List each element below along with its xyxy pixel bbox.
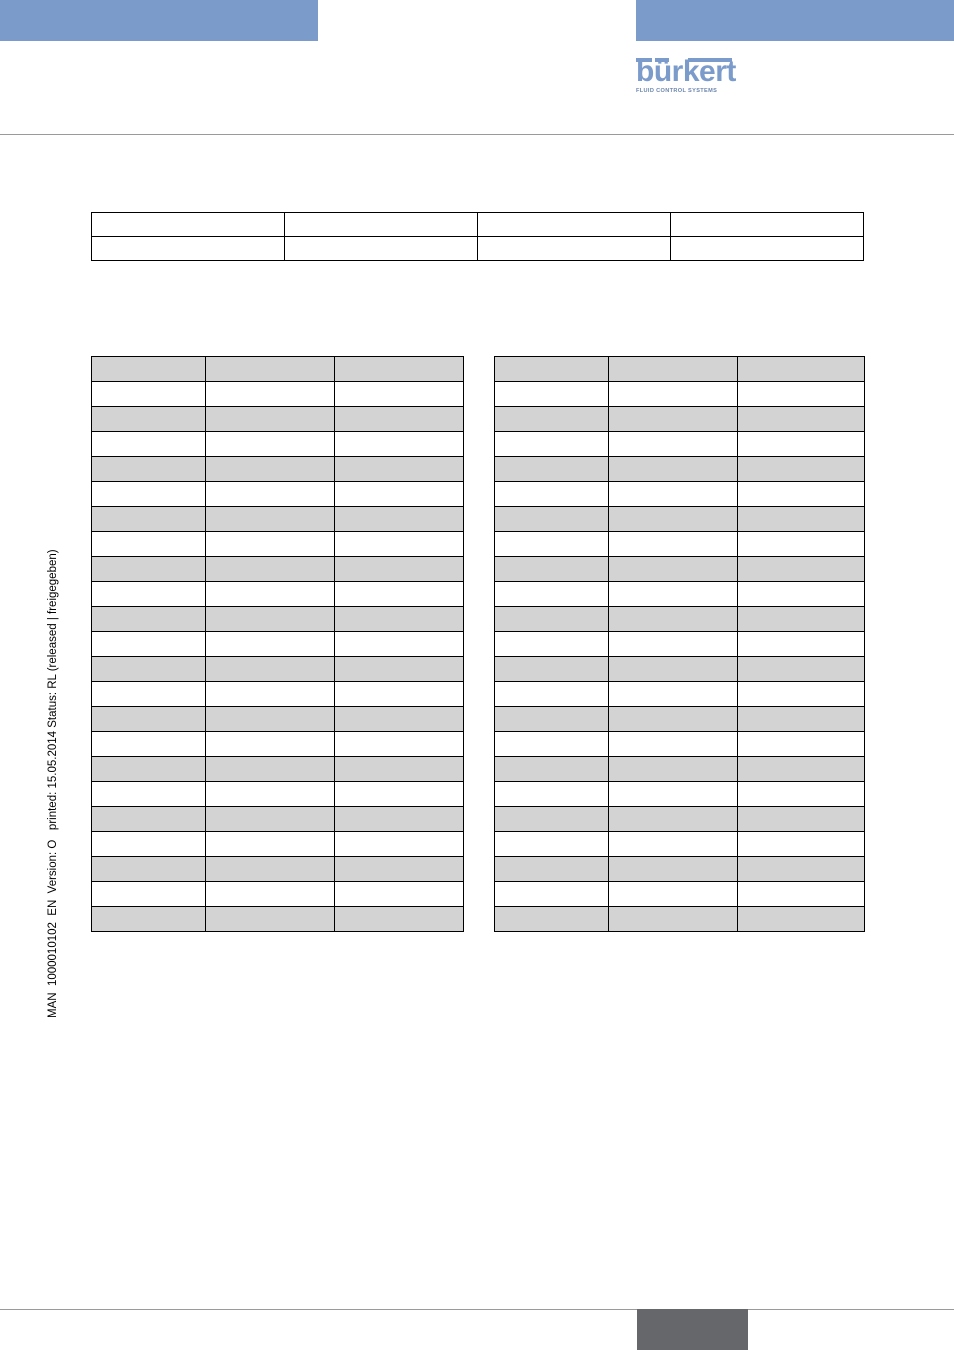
table-row <box>495 607 865 632</box>
table-cell <box>495 607 609 632</box>
table-cell <box>335 707 464 732</box>
table-cell <box>609 457 738 482</box>
document-status-note: MAN 1000010102 EN Version: O printed: 15.05.2014 Status: RL (released | freigegeben) <box>47 549 59 1018</box>
table-cell <box>206 507 335 532</box>
table-cell <box>738 407 865 432</box>
table-cell <box>738 857 865 882</box>
table-cell <box>671 213 864 237</box>
table-row <box>92 507 464 532</box>
table-cell <box>335 757 464 782</box>
table-cell <box>92 832 206 857</box>
table-cell <box>206 657 335 682</box>
table-cell <box>495 732 609 757</box>
table-cell <box>738 657 865 682</box>
table-cell <box>609 807 738 832</box>
table-row <box>495 482 865 507</box>
table-cell <box>609 757 738 782</box>
table-cell <box>495 682 609 707</box>
table-cell <box>92 557 206 582</box>
table-cell <box>206 732 335 757</box>
table-cell <box>92 357 206 382</box>
table-row <box>92 757 464 782</box>
table-cell <box>495 457 609 482</box>
table-cell <box>335 607 464 632</box>
table-cell <box>738 357 865 382</box>
table-row <box>92 357 464 382</box>
table-cell <box>206 882 335 907</box>
table-cell <box>335 782 464 807</box>
table-cell <box>495 807 609 832</box>
table-cell <box>92 432 206 457</box>
table-cell <box>609 832 738 857</box>
table-row <box>495 357 865 382</box>
table-cell <box>738 557 865 582</box>
table-cell <box>92 682 206 707</box>
table-cell <box>609 657 738 682</box>
table-cell <box>609 732 738 757</box>
table-cell <box>609 907 738 932</box>
table-cell <box>495 432 609 457</box>
table-row <box>92 557 464 582</box>
table-row <box>92 682 464 707</box>
table-cell <box>495 657 609 682</box>
table-cell <box>478 237 671 261</box>
table-row <box>495 532 865 557</box>
table-cell <box>335 457 464 482</box>
table-cell <box>738 682 865 707</box>
table-cell <box>738 782 865 807</box>
table-row <box>92 782 464 807</box>
table-cell <box>335 832 464 857</box>
table-cell <box>495 357 609 382</box>
table-cell <box>335 507 464 532</box>
table-cell <box>738 757 865 782</box>
table-cell <box>495 832 609 857</box>
table-cell <box>206 582 335 607</box>
burkert-logo <box>634 55 736 98</box>
table-cell <box>738 432 865 457</box>
table-row <box>495 707 865 732</box>
page-number-tab <box>637 1309 748 1350</box>
table-row <box>495 857 865 882</box>
table-cell <box>92 782 206 807</box>
table-cell <box>92 657 206 682</box>
table-row <box>495 457 865 482</box>
logo-tagline: FLUID CONTROL SYSTEMS <box>636 88 718 94</box>
table-row <box>495 757 865 782</box>
table-cell <box>738 832 865 857</box>
table-row <box>92 432 464 457</box>
table-row <box>92 807 464 832</box>
table-cell <box>92 807 206 832</box>
table-cell <box>609 882 738 907</box>
table-cell <box>92 482 206 507</box>
table-row <box>495 582 865 607</box>
table-row <box>495 882 865 907</box>
table-row <box>92 832 464 857</box>
table-cell <box>206 832 335 857</box>
table-cell <box>738 582 865 607</box>
table-row <box>495 632 865 657</box>
table-cell <box>738 607 865 632</box>
table-cell <box>495 482 609 507</box>
table-cell <box>92 707 206 732</box>
table-cell <box>738 632 865 657</box>
table-row <box>92 707 464 732</box>
table-cell <box>335 482 464 507</box>
table-cell <box>92 857 206 882</box>
table-row <box>495 557 865 582</box>
table-cell <box>92 532 206 557</box>
table-row <box>495 432 865 457</box>
table-cell <box>206 457 335 482</box>
table-cell <box>495 532 609 557</box>
table-cell <box>335 582 464 607</box>
table-cell <box>609 532 738 557</box>
table-cell <box>206 432 335 457</box>
table-cell <box>206 357 335 382</box>
table-cell <box>92 882 206 907</box>
table-cell <box>335 857 464 882</box>
table-cell <box>609 482 738 507</box>
table-row <box>495 407 865 432</box>
table-row <box>495 657 865 682</box>
table-cell <box>609 782 738 807</box>
table-cell <box>206 482 335 507</box>
table-cell <box>335 807 464 832</box>
table-cell <box>609 857 738 882</box>
table-row <box>92 732 464 757</box>
table-cell <box>92 632 206 657</box>
table-cell <box>335 907 464 932</box>
table-cell <box>92 732 206 757</box>
table-cell <box>738 732 865 757</box>
table-row <box>92 407 464 432</box>
table-cell <box>285 237 478 261</box>
table-cell <box>206 557 335 582</box>
table-cell <box>495 707 609 732</box>
table-cell <box>335 882 464 907</box>
table-cell <box>738 807 865 832</box>
table-row <box>92 382 464 407</box>
table-cell <box>495 407 609 432</box>
table-cell <box>609 582 738 607</box>
table-cell <box>92 213 285 237</box>
table-cell <box>495 557 609 582</box>
table-cell <box>495 507 609 532</box>
table-row <box>92 582 464 607</box>
table-cell <box>738 532 865 557</box>
table-cell <box>335 382 464 407</box>
table-row <box>495 382 865 407</box>
table-cell <box>495 782 609 807</box>
table-cell <box>206 807 335 832</box>
table-cell <box>206 757 335 782</box>
table-cell <box>285 213 478 237</box>
table-cell <box>738 457 865 482</box>
table-cell <box>495 632 609 657</box>
table-cell <box>335 432 464 457</box>
table-cell <box>495 582 609 607</box>
table-cell <box>609 357 738 382</box>
header-divider <box>0 134 954 135</box>
table-row <box>495 807 865 832</box>
table-cell <box>495 857 609 882</box>
table-cell <box>92 457 206 482</box>
table-cell <box>206 407 335 432</box>
table-cell <box>609 382 738 407</box>
table-row <box>92 457 464 482</box>
table-cell <box>206 532 335 557</box>
table-row <box>495 782 865 807</box>
right-data-table <box>494 356 865 932</box>
table-cell <box>206 907 335 932</box>
summary-table <box>91 212 864 261</box>
left-data-table <box>91 356 464 932</box>
table-cell <box>92 907 206 932</box>
table-cell <box>738 907 865 932</box>
table-row <box>495 732 865 757</box>
table-cell <box>738 382 865 407</box>
table-cell <box>609 557 738 582</box>
table-cell <box>92 507 206 532</box>
table-cell <box>206 382 335 407</box>
table-cell <box>609 432 738 457</box>
table-cell <box>335 357 464 382</box>
table-cell <box>671 237 864 261</box>
table-row <box>495 832 865 857</box>
table-cell <box>92 407 206 432</box>
table-cell <box>495 757 609 782</box>
table-cell <box>609 407 738 432</box>
table-row <box>92 907 464 932</box>
table-cell <box>609 632 738 657</box>
table-cell <box>738 707 865 732</box>
table-cell <box>335 657 464 682</box>
table-cell <box>92 237 285 261</box>
table-row <box>92 532 464 557</box>
table-row <box>92 482 464 507</box>
table-cell <box>206 632 335 657</box>
table-cell <box>335 632 464 657</box>
table-cell <box>738 482 865 507</box>
table-cell <box>206 707 335 732</box>
table-row <box>92 632 464 657</box>
table-cell <box>206 857 335 882</box>
table-cell <box>609 507 738 532</box>
table-cell <box>609 682 738 707</box>
table-cell <box>495 882 609 907</box>
table-row <box>92 857 464 882</box>
table-cell <box>495 382 609 407</box>
logo-wordmark: bürkert <box>636 55 736 88</box>
table-cell <box>206 782 335 807</box>
header-bar-left <box>0 0 318 41</box>
table-row <box>92 237 864 261</box>
table-row <box>92 213 864 237</box>
table-cell <box>335 407 464 432</box>
header-bar-right <box>636 0 954 41</box>
table-cell <box>609 607 738 632</box>
table-row <box>495 682 865 707</box>
table-cell <box>92 382 206 407</box>
table-cell <box>335 682 464 707</box>
table-cell <box>92 582 206 607</box>
table-cell <box>335 557 464 582</box>
table-cell <box>495 907 609 932</box>
footer-divider <box>0 1309 954 1310</box>
table-row <box>92 607 464 632</box>
table-cell <box>206 607 335 632</box>
table-row <box>495 907 865 932</box>
table-cell <box>206 682 335 707</box>
table-cell <box>335 532 464 557</box>
table-cell <box>738 882 865 907</box>
table-cell <box>609 707 738 732</box>
table-cell <box>92 757 206 782</box>
table-cell <box>92 607 206 632</box>
table-row <box>495 507 865 532</box>
table-cell <box>738 507 865 532</box>
table-row <box>92 657 464 682</box>
table-cell <box>335 732 464 757</box>
table-cell <box>478 213 671 237</box>
table-row <box>92 882 464 907</box>
